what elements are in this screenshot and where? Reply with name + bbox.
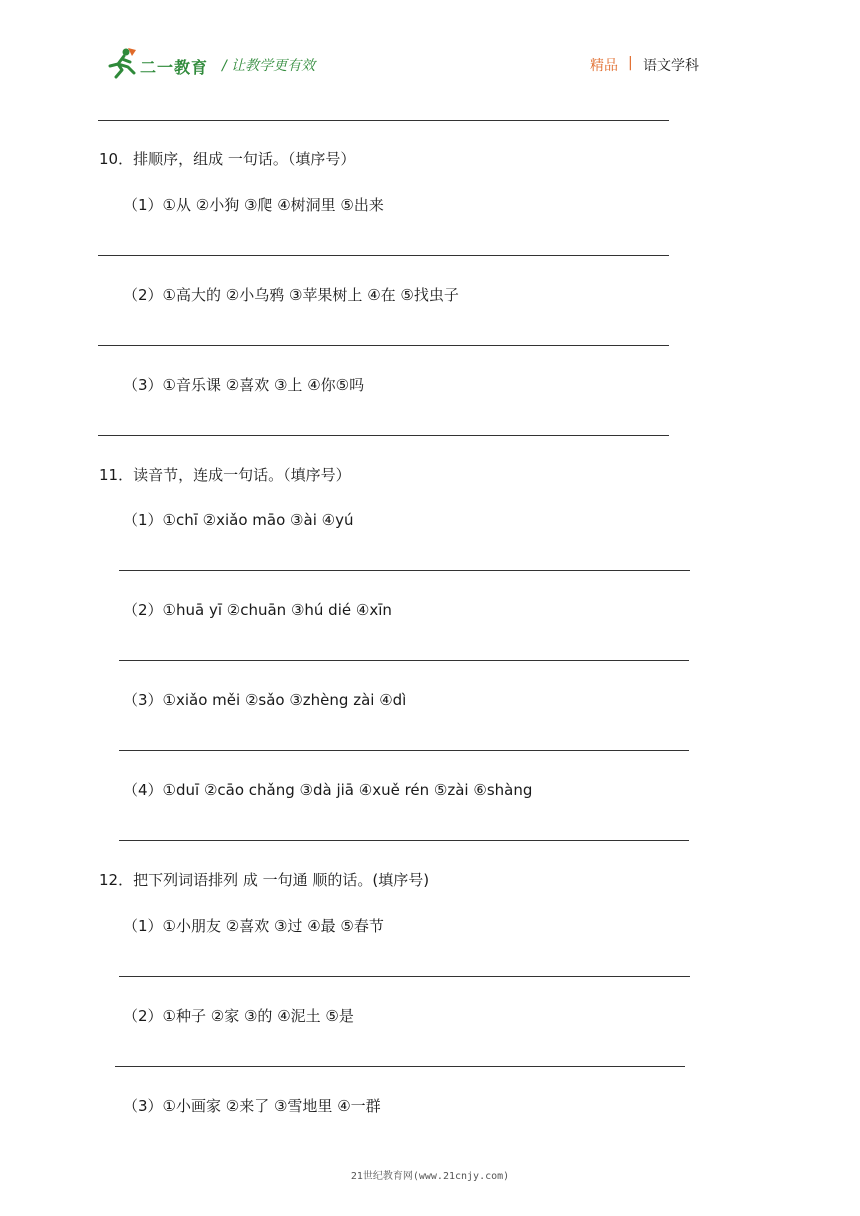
answer-line[interactable] (98, 345, 669, 346)
question-12-item-3: （3）①小画家 ②来了 ③雪地里 ④一群 (123, 1097, 381, 1115)
logo-text: 二一教育 (140, 58, 209, 77)
answer-line[interactable] (98, 120, 669, 121)
question-11-title: 11．读音节，连成一句话。（填序号） (99, 466, 351, 484)
header-divider: | (628, 55, 633, 71)
answer-line[interactable] (119, 660, 689, 661)
question-10-title: 10．排顺序，组成 一句话。（填序号） (99, 150, 356, 168)
page-footer: 21世纪教育网(www.21cnjy.com) (350, 1171, 510, 1182)
subject-label: 语文学科 (643, 58, 699, 74)
question-11-item-4: （4）①duī ②cāo chǎng ③dà jiā ④xuě rén ⑤zài ⑥shàng (123, 781, 533, 799)
answer-line[interactable] (98, 435, 669, 436)
answer-line[interactable] (119, 750, 689, 751)
question-11-item-1: （1）①chī ②xiǎo māo ③ài ④yú (123, 511, 354, 529)
runner-logo-icon (104, 46, 138, 80)
question-12-item-2: （2）①种子 ②家 ③的 ④泥土 ⑤是 (123, 1007, 354, 1025)
question-12-title: 12．把下列词语排列 成 一句通 顺的话。(填序号) (99, 871, 430, 889)
question-10-item-2: （2）①高大的 ②小乌鸦 ③苹果树上 ④在 ⑤找虫子 (123, 286, 459, 304)
answer-line[interactable] (115, 1066, 685, 1067)
answer-line[interactable] (119, 976, 690, 977)
answer-line[interactable] (119, 570, 690, 571)
answer-line[interactable] (98, 255, 669, 256)
question-11-item-2: （2）①huā yī ②chuān ③hú dié ④xīn (123, 601, 392, 619)
question-12-item-1: （1）①小朋友 ②喜欢 ③过 ④最 ⑤春节 (123, 917, 384, 935)
premium-label: 精品 (590, 58, 618, 74)
question-11-item-3: （3）①xiǎo měi ②sǎo ③zhèng zài ④dì (123, 691, 407, 709)
question-10-item-3: （3）①音乐课 ②喜欢 ③上 ④你⑤吗 (123, 376, 365, 394)
answer-line[interactable] (119, 840, 689, 841)
question-10-item-1: （1）①从 ②小狗 ③爬 ④树洞里 ⑤出来 (123, 196, 384, 214)
slogan: / 让教学更有效 (222, 58, 316, 74)
